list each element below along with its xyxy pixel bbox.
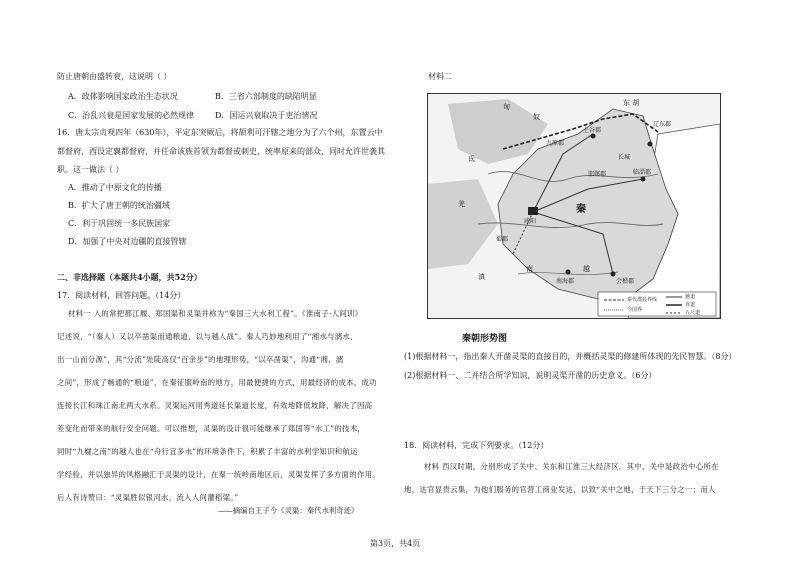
qin-map [427,93,721,319]
q15-option-a: A．政体影响国家政治生态状况 [68,92,178,101]
map-label: 邯郸郡 [588,171,607,178]
map-label: 九原郡 [546,140,565,147]
q16-line-2: 都督府，西设定襄都督府，并任命该族首领为都督或刺史，统率原来的部众，同时允许世袭其 [57,147,385,156]
q16-line-1: 16．唐太宗贞观四年（630年），平定东突厥后，将颉利可汗辖之地分为了六个州，东置云中 [57,128,383,137]
q17-source: ——摘编自王子今《灵渠：秦代水利奇迹》 [218,506,359,515]
map-label: 咸阳 [524,218,537,225]
map-label: 氐 [468,155,475,163]
q16-option-b: B．扩大了唐王朝的统治疆域 [68,201,170,210]
map-label: 秦 [576,204,586,215]
map-label: 越 [583,265,590,273]
map-label: 辽东郡 [653,121,672,128]
q16-option-c: C．利于巩固统一多民族国家 [68,219,171,228]
map-label: 滇 [478,273,485,281]
q17-line: 同时“九嶷之南”的越人也在“舟行宜多水”的环境条件下，积累了丰富的水利学知识和航运 [57,447,358,456]
q17-sub-1: (1)根据材料一，指出秦人开凿灵渠的直接目的，并概括灵渠的修建所体现的先民智慧。（8分） [404,352,737,361]
q15-tail: 防止唐朝由盛转衰，这说明（ ） [57,72,172,81]
q18-line: 地，达官显贵云集，为他们服务的官营工商业发达，以致“关中之地，于天下三分之一；而人 [404,485,716,494]
q15-option-d: D．国运兴衰取决于吏治情况 [215,111,318,120]
q17-line: 出一山而分源”，其“分流”处陡高仅“百余步”的地理形势，“以卒凿渠”，沟通“湘、漓 [57,355,344,364]
q17-line: 后人有诗赞曰：“灵渠胜似银河水，流入人间灌稻粱。” [57,493,239,502]
q17-line: 连接长江和珠江南北两大水系。灵渠运河用秀道延长渠道长度，有效地降低坡降，解决了因高 [57,401,373,410]
q17-line: 之间”，形成了畅通的“粮道”，在秦征服岭南的地方，用最便捷的方式，用最经济的成本，成功 [57,378,377,387]
legend-label: 五尺道 [685,310,701,316]
q16-option-d: D．加强了中央对边疆的直接管辖 [68,237,187,246]
map-label: 蜀郡 [496,236,509,243]
page-footer: 第3页，共4页 [370,539,421,548]
legend-label: 驰道 [685,294,696,300]
map-label: 东 胡 [623,99,640,107]
map-label: 南 [526,265,533,273]
map-title: 秦朝形势图 [462,334,508,344]
section-title: 二、非选择题（本题共4小题，共52分） [57,272,202,282]
map-label: 会稽郡 [616,278,635,285]
legend-label: 秦代郡县界线 [627,297,658,303]
map-label: 上谷郡 [583,127,602,134]
q16-option-a: A．推动了中原文化的传播 [68,183,162,192]
q17-line: 学经验，并以独异的风格融汇于灵渠的设计，在秦一统岭南地区后，灵渠发挥了多方面的作用。 [57,470,381,479]
q18-material [404,455,719,501]
legend-label: 直道 [685,302,696,308]
q15-option-b: B．三省六部制度的缺陷明显 [215,92,317,101]
q17-sub-2: (2)根据材料一、二并结合所学知识，说明灵渠开凿的历史意义。（6分） [404,371,657,380]
map-label: 匈 [503,103,510,111]
map-label: 奴 [533,113,540,121]
q17-line: 材料一 入的常把都江堰、郑国渠和灵渠并称为“秦国三大水利工程”。《淮南子·人间训》 [68,309,363,318]
q18-title: 18．阅读材料，完成下列要求。（12分） [404,441,549,450]
map-label: 羌 [458,200,465,208]
q16-line-3: 职。这一做法（ ） [57,165,124,174]
q17-line: 记述说，“（秦人）又以卒凿渠而通粮道，以与越人战”。秦人巧妙地利用了“湘水与漓水， [57,332,358,341]
q17-line: 差变化而带来的航行安全问题。可以推想，灵渠的设计很可能继承了郑国等“水工”的技术， [57,424,366,433]
q17-paragraph [57,302,380,509]
map-label: 南海郡 [556,278,575,285]
map-label: 临淄郡 [633,169,652,176]
map-label: 长城 [618,154,631,161]
legend-label: 今国界 [627,307,643,313]
q15-option-c: C．治乱兴衰是国家发展的必然规律 [68,111,195,120]
material2-label: 材料二 [428,72,452,81]
q18-line: 材料 西汉时期，分别形成了关中、关东和江淮三大经济区。其中，关中是政治中心所在 [424,462,719,471]
q17-title: 17．阅读材料，回答问题。（14分） [57,291,186,300]
